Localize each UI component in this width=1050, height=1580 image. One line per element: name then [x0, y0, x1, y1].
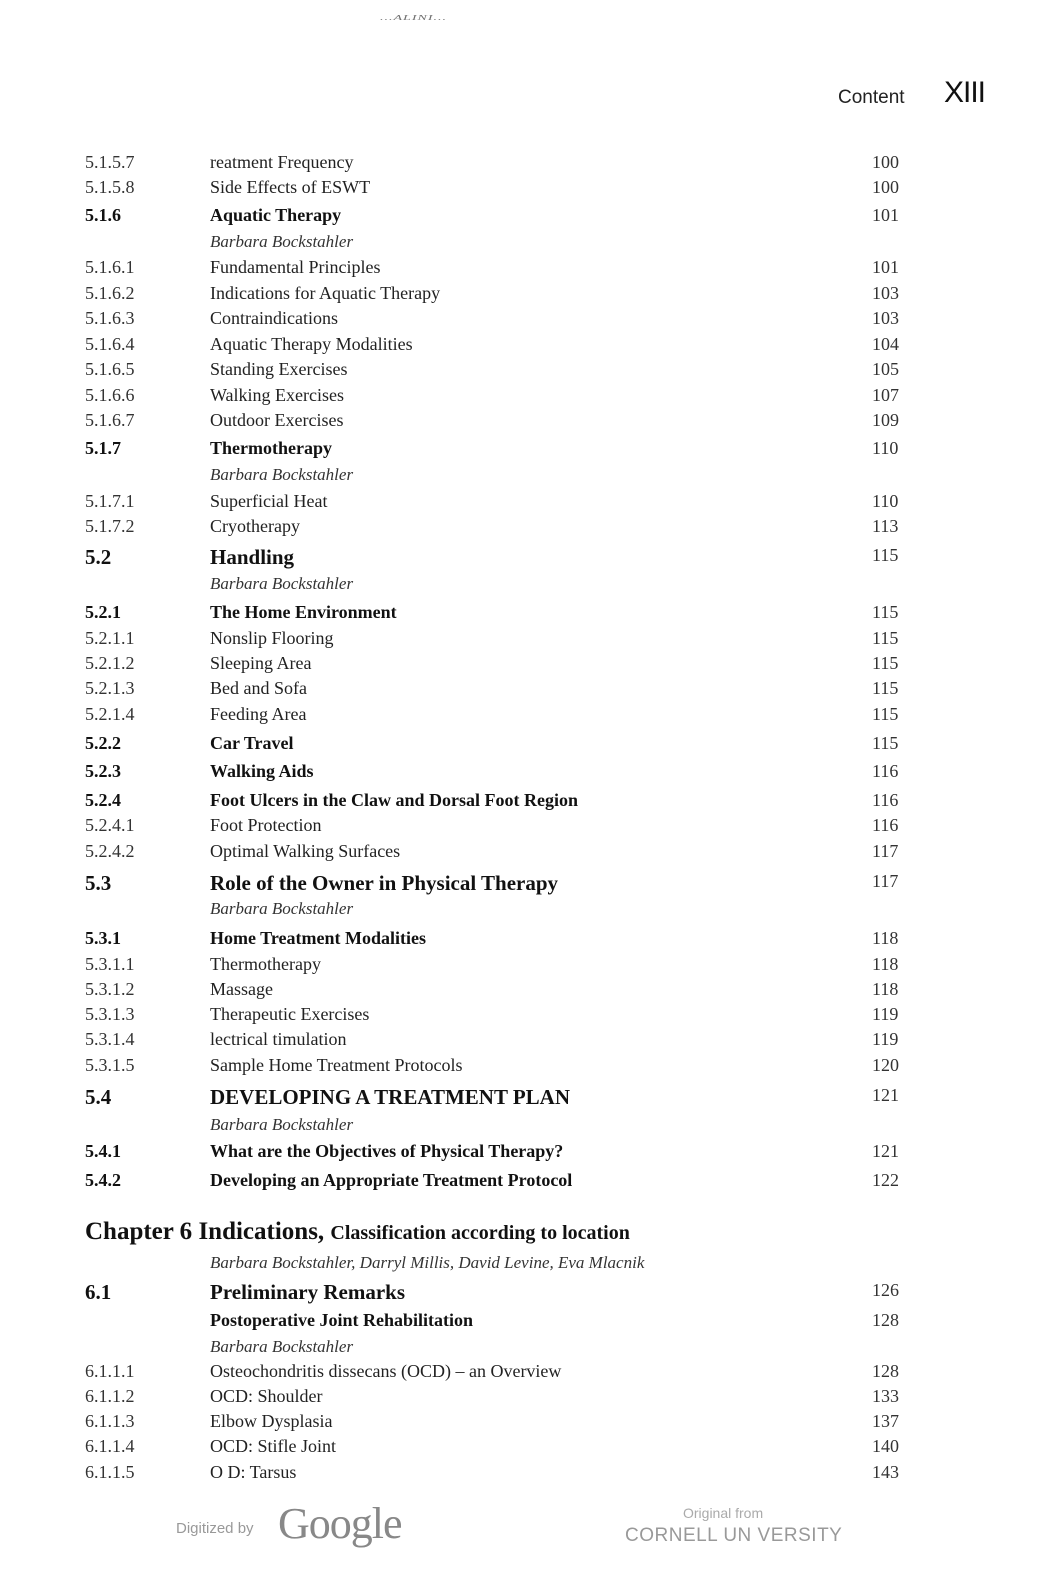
toc-page-number: 116 [872, 790, 899, 810]
toc-page-number: 104 [872, 334, 899, 354]
chapter-heading [85, 1218, 630, 1246]
toc-page-number: 110 [872, 491, 899, 511]
toc-section-number: 5.4 [85, 1085, 112, 1109]
toc-page-number: 126 [872, 1280, 899, 1300]
toc-section-number: 5.3.1.1 [85, 954, 135, 974]
toc-section-number: 5.1.6.3 [85, 308, 135, 328]
toc-page-number: 140 [872, 1436, 899, 1456]
chapter-title: Indications, [198, 1218, 325, 1245]
toc-section-number: 5.2.4.1 [85, 815, 135, 835]
toc-page-number: 115 [872, 733, 899, 753]
toc-section-number: 5.3.1.3 [85, 1004, 135, 1024]
toc-section-title: Osteochondritis dissecans (OCD) – an Overview [210, 1361, 562, 1381]
toc-page-number: 120 [872, 1055, 899, 1075]
scan-artifact: ...ALINI... [380, 14, 447, 23]
toc-section-number: 5.2.1 [85, 602, 121, 622]
toc-section-title: Bed and Sofa [210, 678, 307, 698]
toc-page-number: 107 [872, 385, 899, 405]
original-from-label: Original from [683, 1505, 764, 1521]
toc-section-number: 5.2.1.4 [85, 704, 135, 724]
toc-section-title: Contraindications [210, 308, 338, 328]
toc-section-number: 5.2.1.2 [85, 653, 135, 673]
toc-section-number: 5.1.7 [85, 438, 121, 458]
toc-page-number: 143 [872, 1462, 899, 1482]
toc-section-title: Aquatic Therapy [210, 205, 342, 225]
toc-page-number: 101 [872, 205, 899, 225]
toc-section-title: reatment Frequency [210, 152, 354, 172]
toc-section-title: Car Travel [210, 733, 294, 753]
toc-section-number: 6.1 [85, 1280, 112, 1304]
toc-section-title: lectrical timulation [210, 1029, 347, 1049]
toc-section-title: What are the Objectives of Physical Therapy? [210, 1141, 564, 1161]
toc-section-number: 5.2.1.3 [85, 678, 135, 698]
chapter-label: Chapter 6 [85, 1218, 193, 1245]
toc-section-number: 5.3.1.5 [85, 1055, 135, 1075]
toc-section-title: Optimal Walking Surfaces [210, 841, 401, 861]
toc-page-number: 101 [872, 257, 899, 277]
toc-section-number: 5.3 [85, 871, 112, 895]
toc-section-number: 5.1.5.7 [85, 152, 135, 172]
toc-page-number: 105 [872, 359, 899, 379]
toc-section-number: 5.1.7.1 [85, 491, 135, 511]
toc-section-title: Walking Aids [210, 761, 314, 781]
toc-section-title: Thermotherapy [210, 438, 332, 458]
toc-page-number: 115 [872, 628, 899, 648]
toc-page-number: 100 [872, 177, 899, 197]
toc-page-number: 117 [872, 871, 899, 891]
toc-section-title: Handling [210, 545, 295, 569]
toc-section-title: Outdoor Exercises [210, 410, 344, 430]
toc-page-number: 121 [872, 1085, 899, 1105]
toc-page-number: 128 [872, 1361, 899, 1381]
toc-section-title: Role of the Owner in Physical Therapy [210, 871, 559, 895]
toc-section-title: Fundamental Principles [210, 257, 381, 277]
toc-section-number: 5.2.4.2 [85, 841, 135, 861]
toc-section-number: 6.1.1.1 [85, 1361, 135, 1381]
toc-page-number: 119 [872, 1029, 899, 1049]
toc-section-number: 5.2 [85, 545, 112, 569]
toc-section-title: OCD: Shoulder [210, 1386, 323, 1406]
toc-section-number: 5.4.2 [85, 1170, 121, 1190]
toc-page-number: 103 [872, 283, 899, 303]
toc-section-title: Walking Exercises [210, 385, 345, 405]
toc-section-title: Home Treatment Modalities [210, 928, 426, 948]
digitized-by-label: Digitized by [176, 1520, 254, 1537]
toc-section-number: 6.1.1.2 [85, 1386, 135, 1406]
toc-section-number: 5.1.6.6 [85, 385, 135, 405]
toc-section-number: 5.1.7.2 [85, 516, 135, 536]
toc-section-title: Massage [210, 979, 273, 999]
toc-section-title: O D: Tarsus [210, 1462, 297, 1482]
toc-section-title: Barbara Bockstahler [210, 232, 354, 251]
toc-page-number: 118 [872, 979, 899, 999]
toc-section-number: 5.1.6.2 [85, 283, 135, 303]
chapter-subtitle: Classification according to location [330, 1222, 630, 1244]
toc-page-number: 119 [872, 1004, 899, 1024]
toc-page-number: 115 [872, 678, 899, 698]
toc-page-number: 115 [872, 704, 899, 724]
toc-section-number: 5.1.6.7 [85, 410, 135, 430]
toc-section-title: Sleeping Area [210, 653, 312, 673]
toc-section-number: 5.3.1.2 [85, 979, 135, 999]
toc-page-number: 110 [872, 438, 899, 458]
toc-section-title: Foot Ulcers in the Claw and Dorsal Foot Region [210, 790, 578, 810]
toc-page-number: 133 [872, 1386, 899, 1406]
toc-page-number: 100 [872, 152, 899, 172]
toc-page-number: 137 [872, 1411, 899, 1431]
toc-section-title: Elbow Dysplasia [210, 1411, 333, 1431]
toc-section-number: 5.3.1.4 [85, 1029, 135, 1049]
toc-section-number: 5.1.6 [85, 205, 121, 225]
toc-section-title: Standing Exercises [210, 359, 348, 379]
running-header-label: Content [838, 87, 905, 108]
toc-section-title: Cryotherapy [210, 516, 300, 536]
toc-section-number: 5.2.3 [85, 761, 121, 781]
toc-section-title: Barbara Bockstahler [210, 899, 354, 918]
toc-page-number: 121 [872, 1141, 899, 1161]
toc-section-number: 5.3.1 [85, 928, 121, 948]
toc-section-title: Sample Home Treatment Protocols [210, 1055, 463, 1075]
chapter-authors: Barbara Bockstahler, Darryl Millis, David Levine, Eva Mlacnik [210, 1253, 645, 1272]
source-library: CORNELL UN VERSITY [625, 1525, 843, 1546]
toc-section-title: Foot Protection [210, 815, 322, 835]
toc-section-title: Aquatic Therapy Modalities [210, 334, 413, 354]
toc-section-title: Developing an Appropriate Treatment Protocol [210, 1170, 573, 1190]
toc-page-number: 109 [872, 410, 899, 430]
toc-section-number: 5.1.5.8 [85, 177, 135, 197]
toc-section-title: Superficial Heat [210, 491, 328, 511]
toc-section-title: Barbara Bockstahler [210, 574, 354, 593]
toc-page-number: 118 [872, 928, 899, 948]
toc-section-number: 5.2.2 [85, 733, 121, 753]
toc-section-number: 5.2.4 [85, 790, 121, 810]
page-number-roman: XIII [944, 76, 986, 109]
toc-section-title: Feeding Area [210, 704, 307, 724]
toc-section-title: Indications for Aquatic Therapy [210, 283, 441, 303]
toc-page-number: 117 [872, 841, 899, 861]
toc-section-title: Thermotherapy [210, 954, 321, 974]
toc-page-number: 116 [872, 761, 899, 781]
toc-section-number: 6.1.1.4 [85, 1436, 135, 1456]
toc-section-title: Therapeutic Exercises [210, 1004, 370, 1024]
toc-page-number: 103 [872, 308, 899, 328]
toc-page-number: 115 [872, 545, 899, 565]
toc-section-title: DEVELOPING A TREATMENT PLAN [210, 1085, 570, 1109]
toc-page-number: 116 [872, 815, 899, 835]
google-logo: Google [278, 1499, 402, 1548]
toc-page-number: 118 [872, 954, 899, 974]
toc-section-title: Side Effects of ESWT [210, 177, 371, 197]
toc-section-number: 6.1.1.5 [85, 1462, 135, 1482]
toc-page-number: 113 [872, 516, 899, 536]
toc-section-title: The Home Environment [210, 602, 397, 622]
toc-section-title: Barbara Bockstahler [210, 1337, 354, 1356]
toc-section-title: OCD: Stifle Joint [210, 1436, 337, 1456]
toc-section-number: 6.1.1.3 [85, 1411, 135, 1431]
toc-page-number: 122 [872, 1170, 899, 1190]
toc-section-number: 5.4.1 [85, 1141, 121, 1161]
toc-section-number: 5.1.6.5 [85, 359, 135, 379]
toc-section-title: Postoperative Joint Rehabilitation [210, 1310, 473, 1330]
toc-section-title: Nonslip Flooring [210, 628, 334, 648]
toc-page-number: 128 [872, 1310, 899, 1330]
toc-page-number: 115 [872, 602, 899, 622]
toc-section-number: 5.1.6.1 [85, 257, 135, 277]
toc-section-number: 5.2.1.1 [85, 628, 135, 648]
toc-section-title: Preliminary Remarks [210, 1280, 405, 1304]
toc-section-number: 5.1.6.4 [85, 334, 135, 354]
toc-section-title: Barbara Bockstahler [210, 1115, 354, 1134]
toc-page-number: 115 [872, 653, 899, 673]
toc-section-title: Barbara Bockstahler [210, 465, 354, 484]
